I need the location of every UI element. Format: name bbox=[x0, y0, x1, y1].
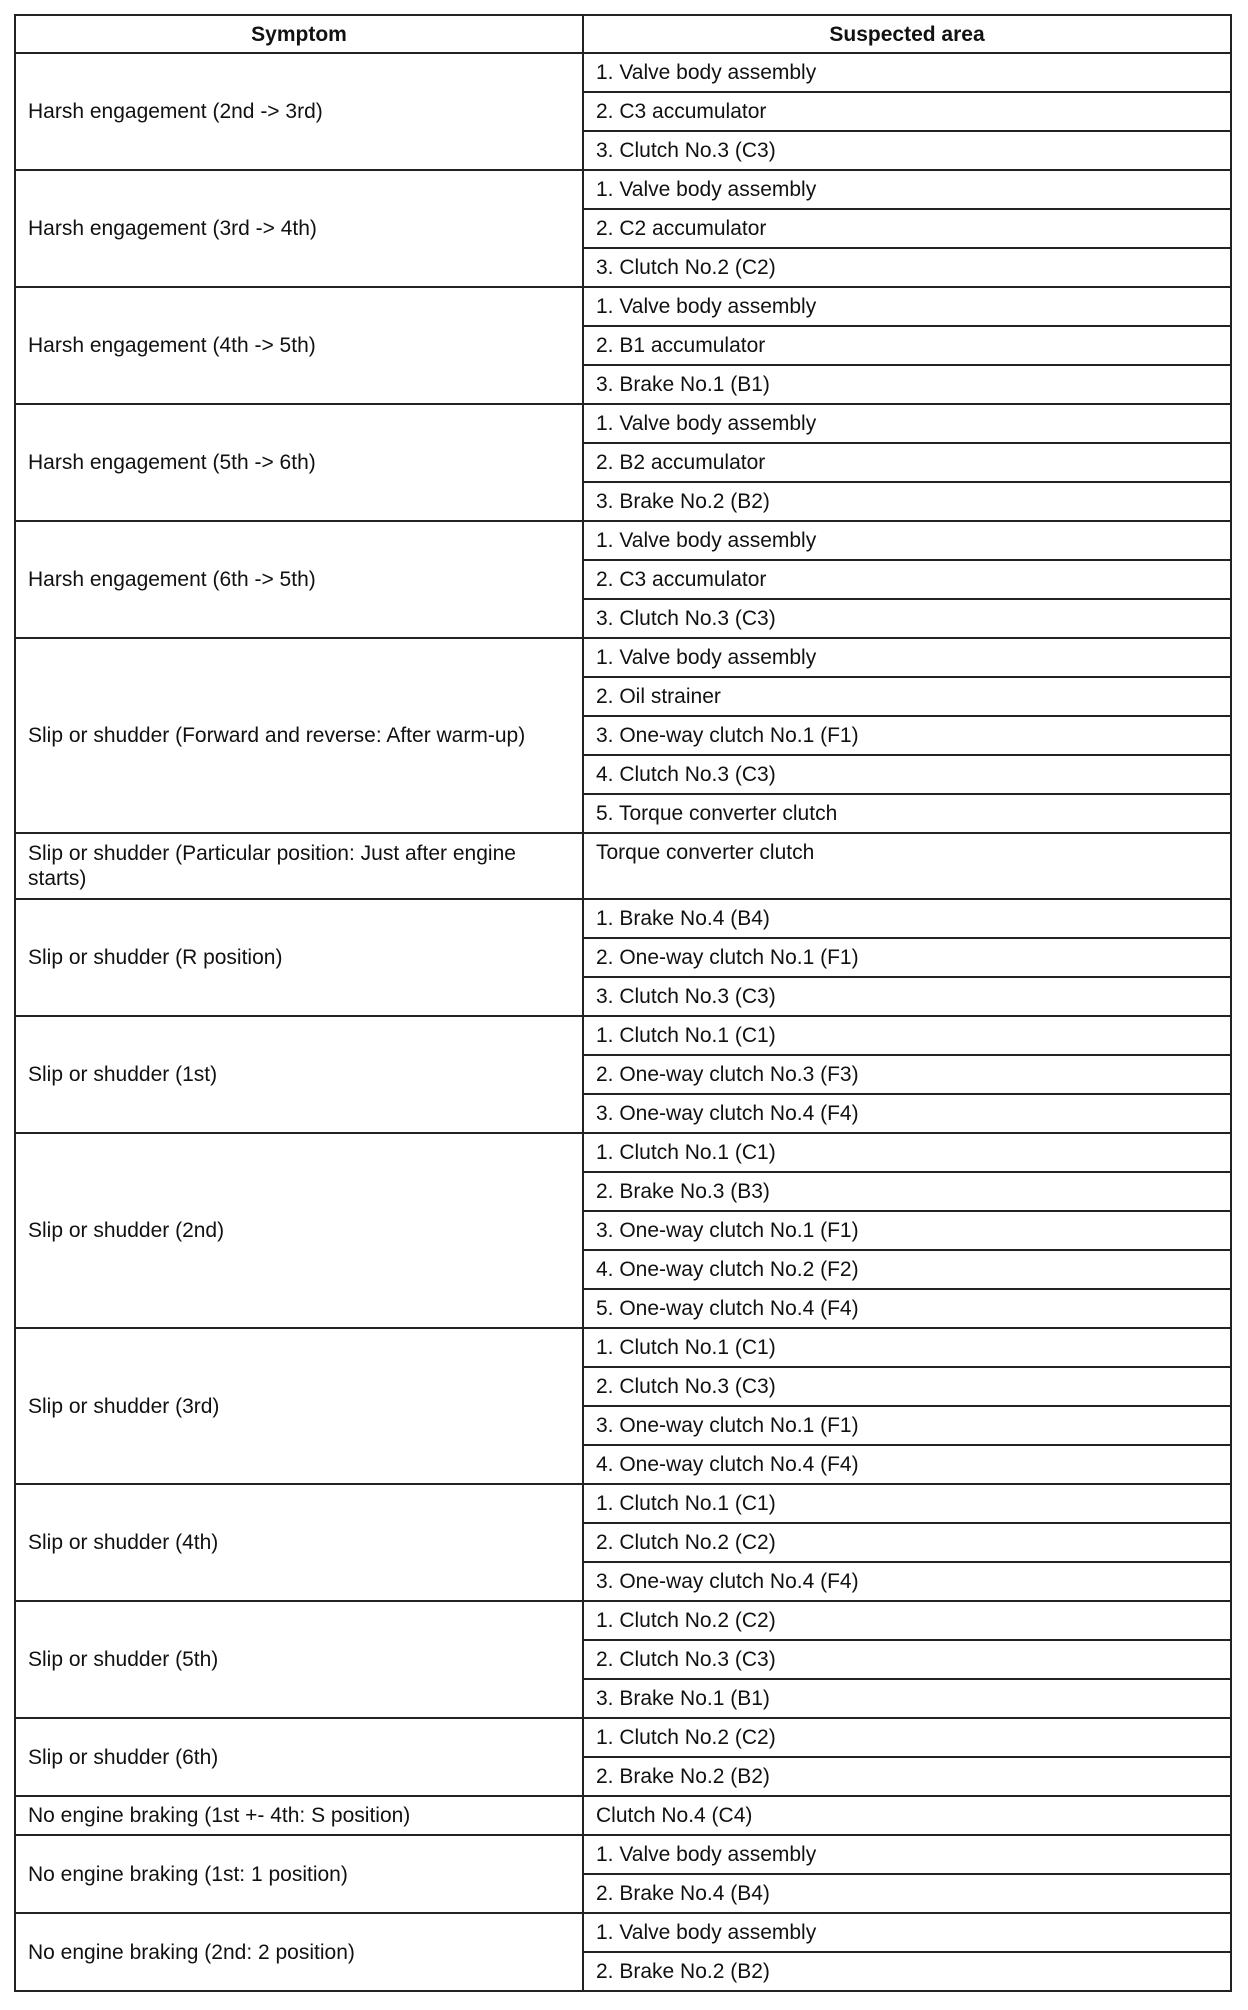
symptom-cell: Harsh engagement (5th -> 6th) bbox=[15, 404, 583, 521]
symptom-cell: Slip or shudder (6th) bbox=[15, 1718, 583, 1796]
suspected-area-cell: 3. One-way clutch No.1 (F1) bbox=[583, 1406, 1231, 1445]
table-row bbox=[15, 899, 1231, 938]
symptom-cell: No engine braking (1st +- 4th: S position) bbox=[15, 1796, 583, 1835]
suspected-area-cell: 1. Valve body assembly bbox=[583, 170, 1231, 209]
suspected-area-cell: 1. Brake No.4 (B4) bbox=[583, 899, 1231, 938]
suspected-area-cell: 1. Clutch No.1 (C1) bbox=[583, 1133, 1231, 1172]
suspected-area-cell: Clutch No.4 (C4) bbox=[583, 1796, 1231, 1835]
suspected-area-cell: 3. Clutch No.3 (C3) bbox=[583, 131, 1231, 170]
suspected-area-cell: 1. Valve body assembly bbox=[583, 287, 1231, 326]
suspected-area-cell: 1. Clutch No.1 (C1) bbox=[583, 1484, 1231, 1523]
suspected-area-cell: 2. Clutch No.2 (C2) bbox=[583, 1523, 1231, 1562]
suspected-area-cell: 1. Valve body assembly bbox=[583, 53, 1231, 92]
suspected-area-cell: 2. Clutch No.3 (C3) bbox=[583, 1640, 1231, 1679]
suspected-area-cell: 2. Brake No.4 (B4) bbox=[583, 1874, 1231, 1913]
suspected-area-cell: 4. One-way clutch No.4 (F4) bbox=[583, 1445, 1231, 1484]
table-row bbox=[15, 1601, 1231, 1640]
header-suspected-area: Suspected area bbox=[583, 15, 1231, 53]
header-row bbox=[15, 15, 1231, 53]
symptom-cell: Harsh engagement (3rd -> 4th) bbox=[15, 170, 583, 287]
table-row bbox=[15, 1913, 1231, 1952]
symptom-cell: Slip or shudder (R position) bbox=[15, 899, 583, 1016]
suspected-area-cell: 2. Brake No.2 (B2) bbox=[583, 1952, 1231, 1991]
suspected-area-cell: 2. C3 accumulator bbox=[583, 92, 1231, 131]
suspected-area-cell: 1. Valve body assembly bbox=[583, 1913, 1231, 1952]
symptom-cell: No engine braking (1st: 1 position) bbox=[15, 1835, 583, 1913]
symptom-cell: Slip or shudder (4th) bbox=[15, 1484, 583, 1601]
suspected-area-cell: 2. B2 accumulator bbox=[583, 443, 1231, 482]
symptom-cell: Slip or shudder (3rd) bbox=[15, 1328, 583, 1484]
header-symptom: Symptom bbox=[15, 15, 583, 53]
suspected-area-cell: 2. One-way clutch No.3 (F3) bbox=[583, 1055, 1231, 1094]
suspected-area-cell: 3. Clutch No.2 (C2) bbox=[583, 248, 1231, 287]
suspected-area-cell: 3. One-way clutch No.4 (F4) bbox=[583, 1562, 1231, 1601]
suspected-area-cell: 5. Torque converter clutch bbox=[583, 794, 1231, 833]
table-row bbox=[15, 521, 1231, 560]
suspected-area-cell: 2. One-way clutch No.1 (F1) bbox=[583, 938, 1231, 977]
suspected-area-cell: 1. Clutch No.2 (C2) bbox=[583, 1601, 1231, 1640]
suspected-area-cell: 2. C3 accumulator bbox=[583, 560, 1231, 599]
suspected-area-cell: 2. Brake No.3 (B3) bbox=[583, 1172, 1231, 1211]
table-row bbox=[15, 1796, 1231, 1835]
suspected-area-cell: 2. Oil strainer bbox=[583, 677, 1231, 716]
table-row bbox=[15, 1718, 1231, 1757]
suspected-area-cell: 4. Clutch No.3 (C3) bbox=[583, 755, 1231, 794]
table-row bbox=[15, 404, 1231, 443]
table-row bbox=[15, 170, 1231, 209]
suspected-area-cell: 1. Valve body assembly bbox=[583, 404, 1231, 443]
suspected-area-cell: 3. Clutch No.3 (C3) bbox=[583, 599, 1231, 638]
symptom-cell: Slip or shudder (1st) bbox=[15, 1016, 583, 1133]
suspected-area-cell: 5. One-way clutch No.4 (F4) bbox=[583, 1289, 1231, 1328]
symptom-cell: Slip or shudder (Particular position: Just after engine starts) bbox=[15, 833, 583, 899]
symptom-cell: Harsh engagement (2nd -> 3rd) bbox=[15, 53, 583, 170]
symptom-cell: Slip or shudder (2nd) bbox=[15, 1133, 583, 1328]
table-row bbox=[15, 287, 1231, 326]
symptom-cell: Harsh engagement (6th -> 5th) bbox=[15, 521, 583, 638]
suspected-area-cell: 3. One-way clutch No.4 (F4) bbox=[583, 1094, 1231, 1133]
suspected-area-cell: 3. Clutch No.3 (C3) bbox=[583, 977, 1231, 1016]
suspected-area-cell: 2. B1 accumulator bbox=[583, 326, 1231, 365]
symptom-cell: Harsh engagement (4th -> 5th) bbox=[15, 287, 583, 404]
table-row bbox=[15, 1016, 1231, 1055]
suspected-area-cell: Torque converter clutch bbox=[583, 833, 1231, 899]
table-body bbox=[15, 53, 1231, 1991]
table-row bbox=[15, 1484, 1231, 1523]
suspected-area-cell: 4. One-way clutch No.2 (F2) bbox=[583, 1250, 1231, 1289]
suspected-area-cell: 3. Brake No.1 (B1) bbox=[583, 365, 1231, 404]
diagnosis-table bbox=[14, 14, 1232, 1992]
table-row bbox=[15, 1328, 1231, 1367]
suspected-area-cell: 1. Clutch No.2 (C2) bbox=[583, 1718, 1231, 1757]
suspected-area-cell: 1. Valve body assembly bbox=[583, 1835, 1231, 1874]
table-row bbox=[15, 1835, 1231, 1874]
suspected-area-cell: 1. Valve body assembly bbox=[583, 521, 1231, 560]
symptom-cell: No engine braking (2nd: 2 position) bbox=[15, 1913, 583, 1991]
table-row bbox=[15, 53, 1231, 92]
suspected-area-cell: 3. One-way clutch No.1 (F1) bbox=[583, 716, 1231, 755]
table-row bbox=[15, 833, 1231, 899]
suspected-area-cell: 1. Valve body assembly bbox=[583, 638, 1231, 677]
suspected-area-cell: 3. Brake No.2 (B2) bbox=[583, 482, 1231, 521]
table-row bbox=[15, 1133, 1231, 1172]
suspected-area-cell: 2. Clutch No.3 (C3) bbox=[583, 1367, 1231, 1406]
suspected-area-cell: 3. Brake No.1 (B1) bbox=[583, 1679, 1231, 1718]
suspected-area-cell: 2. Brake No.2 (B2) bbox=[583, 1757, 1231, 1796]
suspected-area-cell: 1. Clutch No.1 (C1) bbox=[583, 1328, 1231, 1367]
suspected-area-cell: 3. One-way clutch No.1 (F1) bbox=[583, 1211, 1231, 1250]
symptom-cell: Slip or shudder (5th) bbox=[15, 1601, 583, 1718]
symptom-cell: Slip or shudder (Forward and reverse: After warm-up) bbox=[15, 638, 583, 833]
table-row bbox=[15, 638, 1231, 677]
table-header bbox=[15, 15, 1231, 53]
suspected-area-cell: 2. C2 accumulator bbox=[583, 209, 1231, 248]
suspected-area-cell: 1. Clutch No.1 (C1) bbox=[583, 1016, 1231, 1055]
